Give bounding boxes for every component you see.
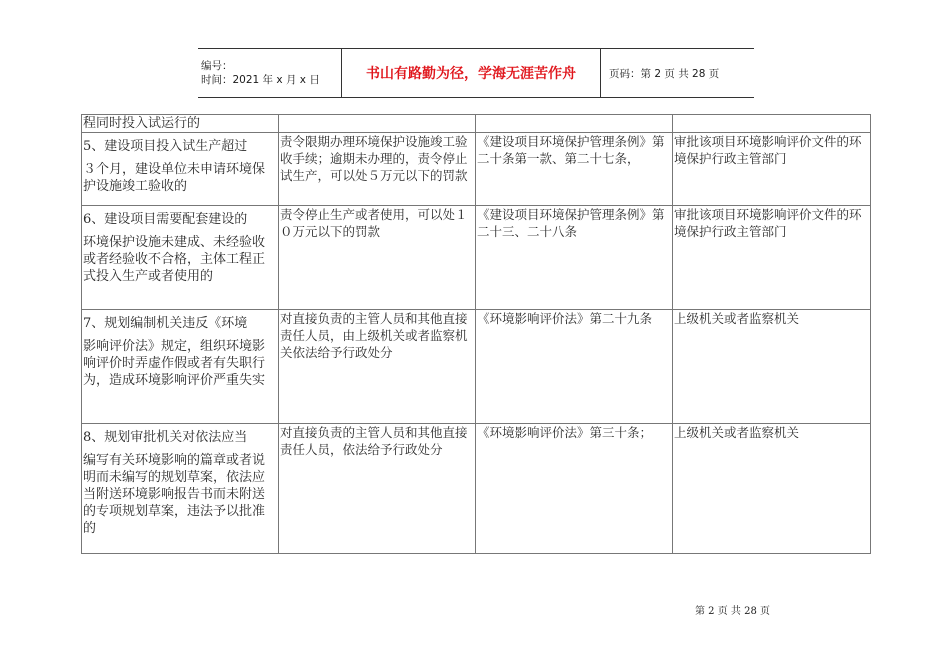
table-cell-violation: 7、规划编制机关违反《环境 影响评价法》规定，组织环境影响评价时弄虚作假或者有失职行为，造成环境影响评价严重失实 bbox=[82, 310, 279, 424]
table-row bbox=[82, 133, 871, 206]
table-cell-violation: 8、规划审批机关对依法应当 编写有关环境影响的篇章或者说明而未编写的规划草案，依法应当附送环境影响报告书而未附送的专项规划草案，违法予以批准的 bbox=[82, 424, 279, 554]
table-cell-authority: 上级机关或者监察机关 bbox=[673, 424, 871, 554]
header-left bbox=[198, 49, 341, 97]
table-cell-basis: 《环境影响评价法》第三十条； bbox=[476, 424, 673, 554]
table-cell-basis: 《建设项目环境保护管理条例》第二十三、二十八条 bbox=[476, 206, 673, 310]
table-cell-penalty: 对直接负责的主管人员和其他直接责任人员，依法给予行政处分 bbox=[279, 424, 476, 554]
table-cell-violation: 程同时投入试运行的 bbox=[82, 115, 279, 133]
table-cell-authority bbox=[673, 115, 871, 133]
table-cell-penalty: 责令停止生产或者使用，可以处１０万元以下的罚款 bbox=[279, 206, 476, 310]
page-header bbox=[198, 48, 754, 98]
date-label: 时间：2021 年 x 月 x 日 bbox=[201, 74, 320, 86]
table-cell-basis: 《建设项目环境保护管理条例》第二十条第一款、第二十七条， bbox=[476, 133, 673, 206]
table-cell-penalty: 对直接负责的主管人员和其他直接责任人员，由上级机关或者监察机关依法给予行政处分 bbox=[279, 310, 476, 424]
motto-text: 书山有路勤为径，学海无涯苦作舟 bbox=[366, 66, 576, 82]
header-motto bbox=[341, 49, 601, 97]
table-cell-penalty: 责令限期办理环境保护设施竣工验收手续；逾期未办理的，责令停止试生产，可以处５万元以下的罚款 bbox=[279, 133, 476, 206]
header-right bbox=[601, 49, 719, 97]
table-cell-basis bbox=[476, 115, 673, 133]
table-cell-violation: 5、建设项目投入试生产超过 ３个月，建设单位未申请环境保护设施竣工验收的 bbox=[82, 133, 279, 206]
doc-number-label: 编号： bbox=[201, 60, 233, 72]
table-cell-authority: 上级机关或者监察机关 bbox=[673, 310, 871, 424]
table-row bbox=[82, 206, 871, 310]
table-cell-violation: 6、建设项目需要配套建设的 环境保护设施未建成、未经验收或者经验收不合格，主体工程正式投入生产或者使用的 bbox=[82, 206, 279, 310]
page-footer bbox=[695, 602, 770, 617]
footer-page-number: 第 2 页 共 28 页 bbox=[695, 606, 770, 617]
penalty-table bbox=[81, 114, 871, 554]
table-cell-penalty bbox=[279, 115, 476, 133]
table-cell-authority: 审批该项目环境影响评价文件的环境保护行政主管部门 bbox=[673, 133, 871, 206]
table-row bbox=[82, 310, 871, 424]
table-cell-basis: 《环境影响评价法》第二十九条 bbox=[476, 310, 673, 424]
table-row bbox=[82, 115, 871, 133]
page-info: 页码：第 2 页 共 28 页 bbox=[609, 67, 720, 80]
table-row bbox=[82, 424, 871, 554]
table-cell-authority: 审批该项目环境影响评价文件的环境保护行政主管部门 bbox=[673, 206, 871, 310]
